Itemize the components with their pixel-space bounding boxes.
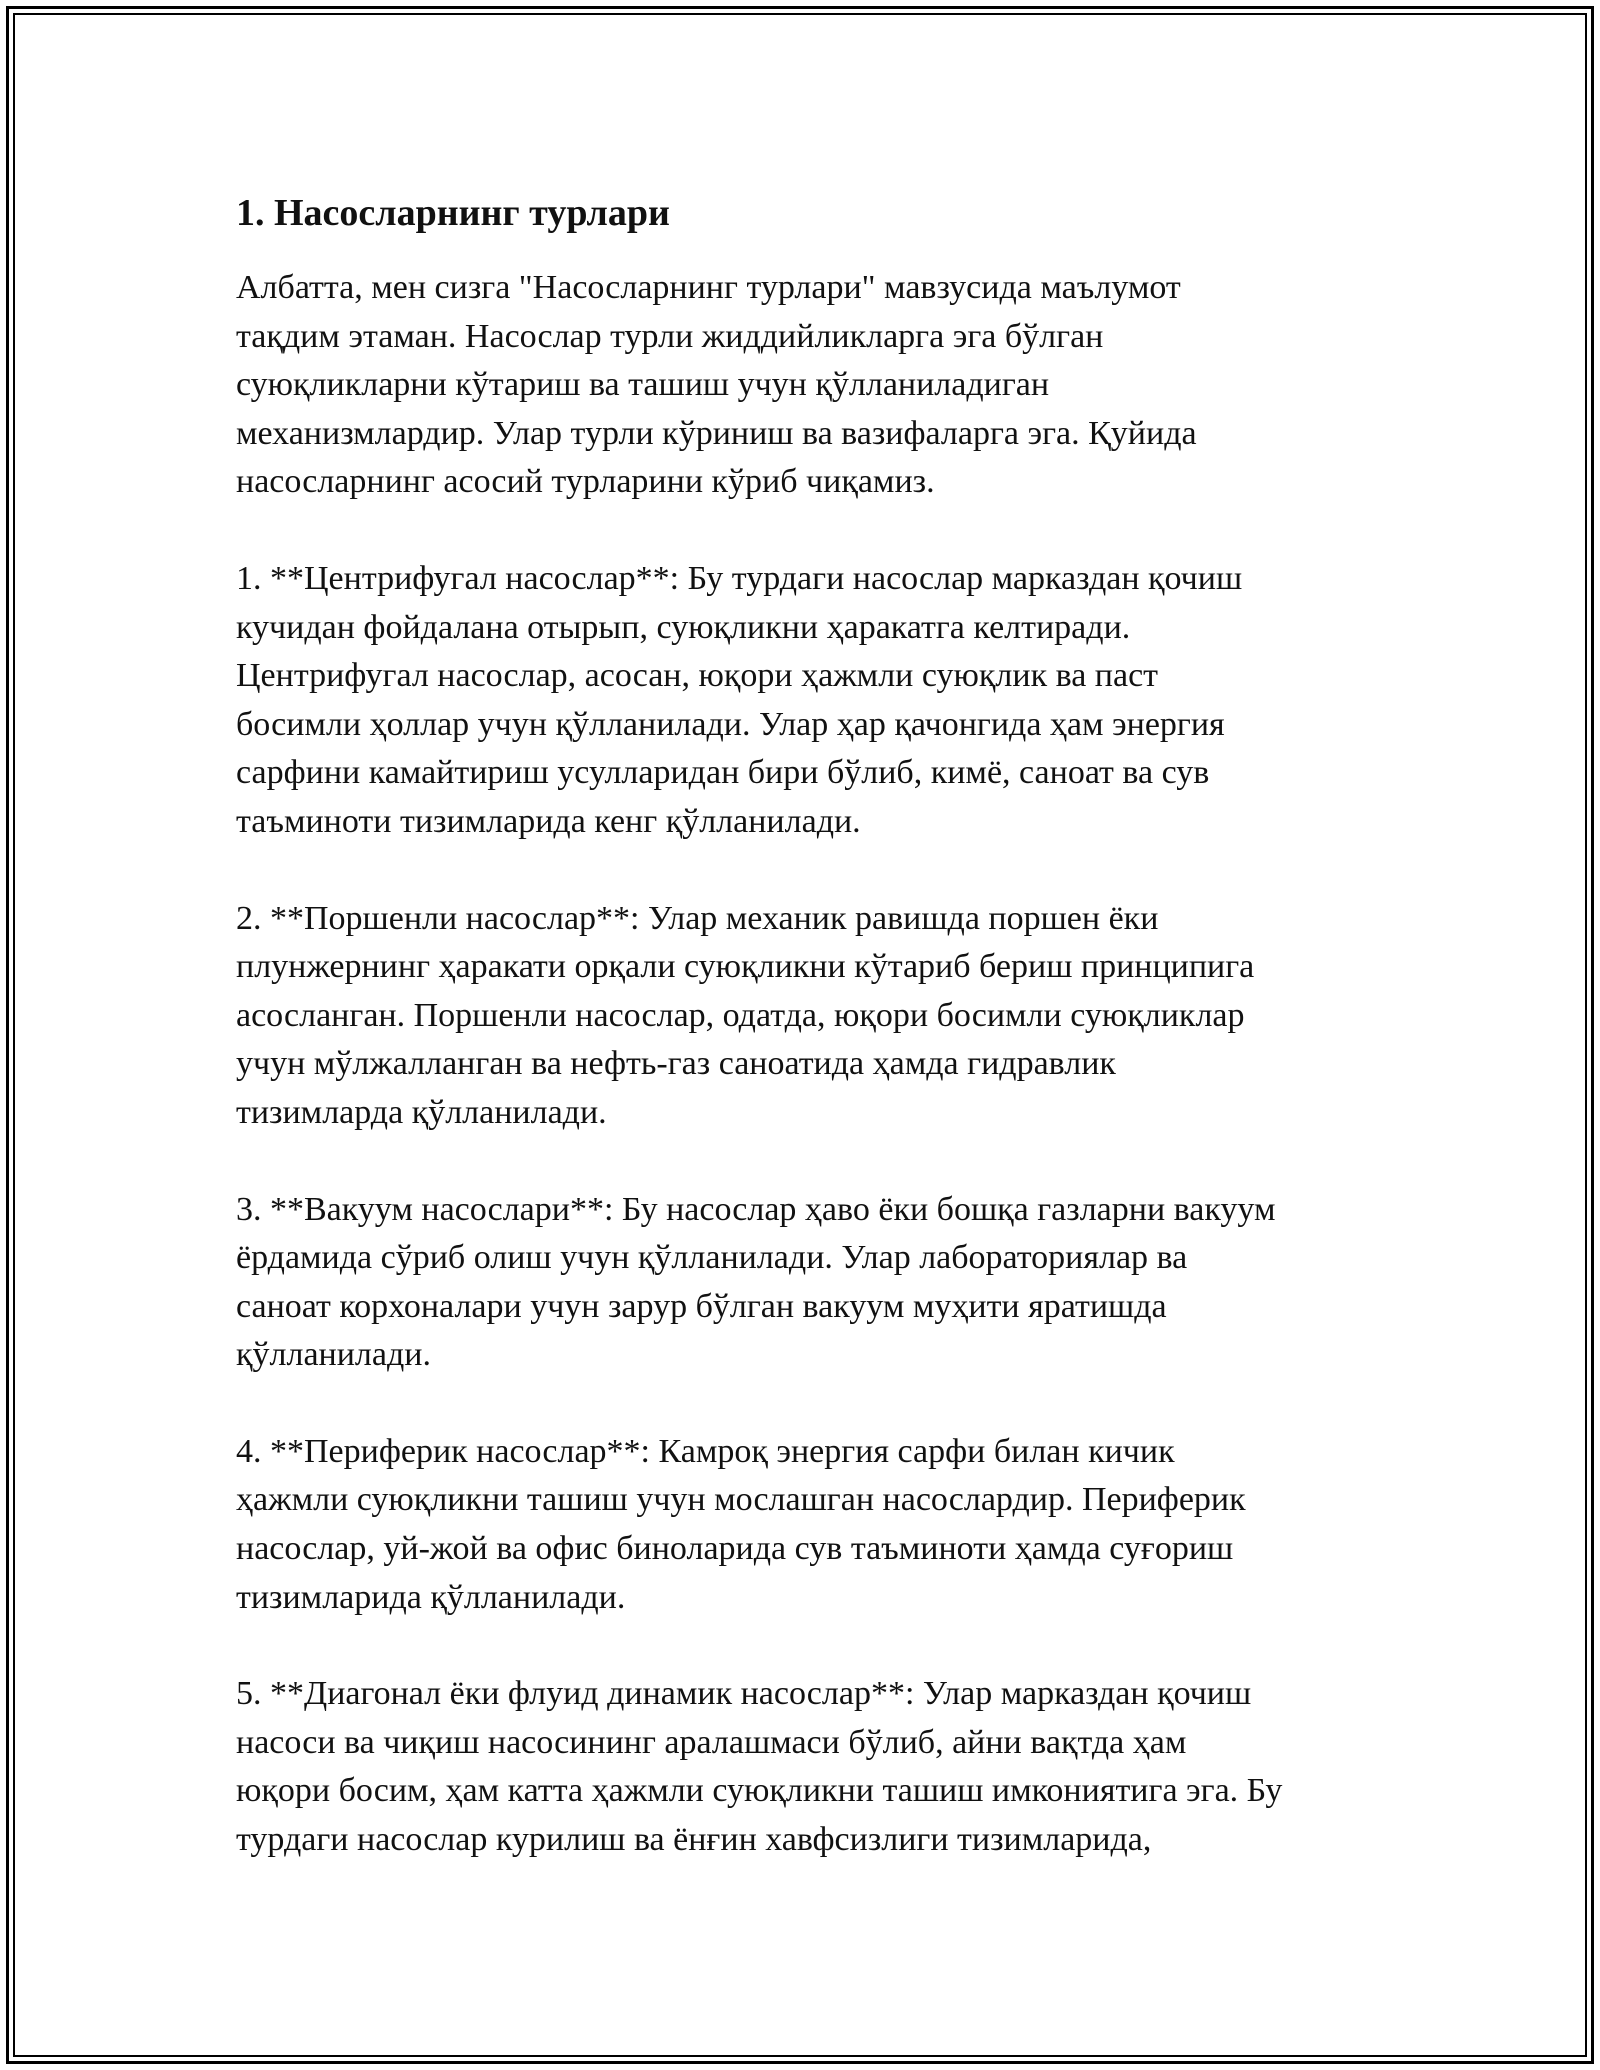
document-title: 1. Насосларнинг турлари [236, 192, 670, 234]
paragraph-piston-pumps: 2. **Поршенли насослар**: Улар механик равишда поршен ёки плунжернинг ҳаракати орқали суюқликни кўтариб бериш принципига асосланган. Поршенли насослар, одатда, юқори босимли суюқликлар учун мўлжалланган ва нефть-газ саноатида ҳамда гидравлик тизимларда қўлланилади. [236, 899, 1255, 1131]
paragraph-diagonal-pumps: 5. **Диагонал ёки флуид динамик насослар**: Улар марказдан қочиш насоси ва чиқиш насосининг аралашмаси бўлиб, айни вақтда ҳам юқори босим, ҳам катта ҳажмли суюқликни ташиш имкониятига эга. Бу турдаги насослар курилиш ва ёнғин хавфсизлиги тизимларида, [236, 1675, 1283, 1859]
paragraph-vacuum-pumps: 3. **Вакуум насослари**: Бу насослар ҳаво ёки бошқа газларни вакуум ёрдамида сўриб олиш учун қўлланилади. Улар лабораториялар ва саноат корхоналари учун зарур бўлган вакуум муҳити яратишда қўлланилади. [236, 1190, 1276, 1374]
intro-paragraph: Албатта, мен сизга "Насосларнинг турлари" мавзусида маълумот тақдим этаман. Насослар турли жиддийликларга эга бўлган суюқликларни кўтариш ва ташиш учун қўлланиладиган механизмлардир. Улар турли кўриниш ва вазифаларга эга. Қуйида насосларнинг асосий турларини кўриб чиқамиз. [236, 269, 1197, 501]
paragraph-peripheral-pumps: 4. **Периферик насослар**: Камроқ энергия сарфи билан кичик ҳажмли суюқликни ташиш учун мослашган насослардир. Периферик насослар, уй-жой ва офис биноларида сув таъминоти ҳамда суғориш тизимларида қўлланилади. [236, 1432, 1246, 1616]
paragraph-centrifugal-pumps: 1. **Центрифугал насослар**: Бу турдаги насослар марказдан қочиш кучидан фойдалана отырып, суюқликни ҳаракатга келтиради. Центрифугал насослар, асосан, юқори ҳажмли суюқлик ва паст босимли ҳоллар учун қўлланилади. Улар ҳар қачонгида ҳам энергия сарфини камайтириш усулларидан бири бўлиб, кимё, саноат ва сув таъминоти тизимларида кенг қўлланилади. [236, 559, 1243, 840]
document-body [236, 186, 1396, 1913]
